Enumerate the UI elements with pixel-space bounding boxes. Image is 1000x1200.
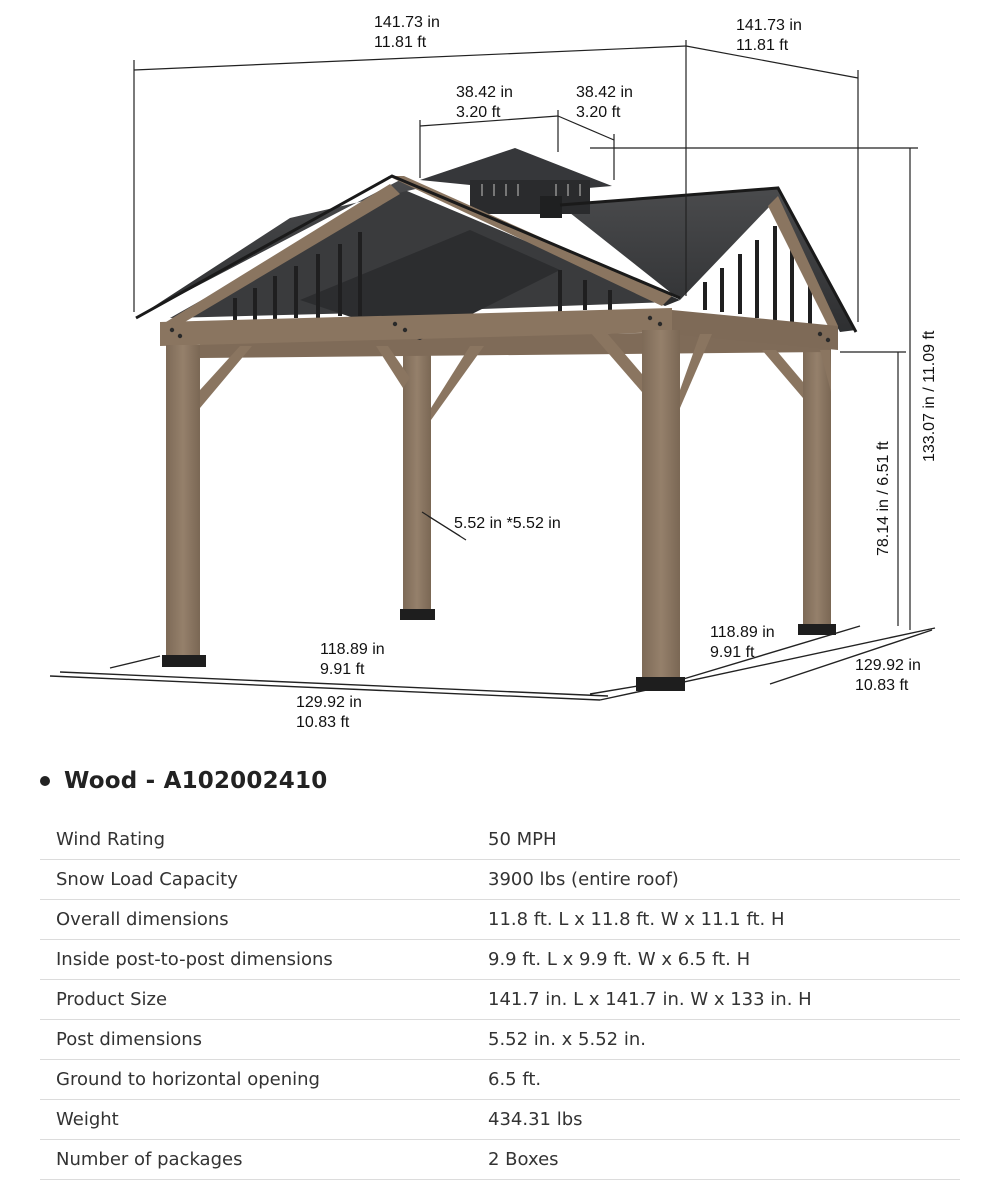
label-vent-left-ft: 3.20 ft bbox=[456, 104, 501, 121]
table-row bbox=[40, 1100, 960, 1140]
post-back-left bbox=[403, 345, 431, 613]
table-row bbox=[40, 820, 960, 860]
row-value: 11.8 ft. L x 11.8 ft. W x 11.1 ft. H bbox=[488, 909, 785, 930]
label-outer-front-in: 129.92 in bbox=[296, 694, 362, 711]
label-top-width-right-ft: 11.81 ft bbox=[736, 37, 789, 54]
row-value: 9.9 ft. L x 9.9 ft. W x 6.5 ft. H bbox=[488, 949, 751, 970]
label-vent-left-in: 38.42 in bbox=[456, 84, 513, 101]
post-base-front-right bbox=[636, 677, 685, 691]
row-label: Post dimensions bbox=[56, 1029, 203, 1050]
label-top-width-left-in: 141.73 in bbox=[374, 14, 440, 31]
label-total-height: 133.07 in / 11.09 ft bbox=[921, 330, 938, 462]
row-label: Number of packages bbox=[56, 1149, 243, 1170]
label-inner-side-in: 118.89 in bbox=[710, 624, 775, 641]
label-top-width-left-ft: 11.81 ft bbox=[374, 34, 427, 51]
row-value: 3900 lbs (entire roof) bbox=[488, 869, 679, 890]
bullet-icon bbox=[40, 776, 50, 786]
row-value: 2 Boxes bbox=[488, 1149, 559, 1170]
label-opening-height: 78.14 in / 6.51 ft bbox=[875, 441, 892, 556]
label-outer-side-ft: 10.83 ft bbox=[855, 677, 909, 694]
label-vent-right-in: 38.42 in bbox=[576, 84, 633, 101]
label-inner-front-ft: 9.91 ft bbox=[320, 661, 365, 678]
row-label: Snow Load Capacity bbox=[56, 869, 238, 890]
table-row bbox=[40, 900, 960, 940]
row-value: 50 MPH bbox=[488, 829, 557, 850]
row-label: Inside post-to-post dimensions bbox=[56, 949, 333, 970]
vent-cupola bbox=[420, 148, 612, 218]
row-label: Overall dimensions bbox=[56, 909, 229, 930]
row-label: Product Size bbox=[56, 989, 168, 1010]
row-value: 6.5 ft. bbox=[488, 1069, 542, 1090]
label-vent-right-ft: 3.20 ft bbox=[576, 104, 621, 121]
label-top-width-right-in: 141.73 in bbox=[736, 17, 802, 34]
row-value: 141.7 in. L x 141.7 in. W x 133 in. H bbox=[488, 989, 812, 1010]
label-post-size: 5.52 in *5.52 in bbox=[454, 515, 561, 532]
post-back-right bbox=[803, 345, 831, 627]
gable-trim-right bbox=[768, 196, 838, 330]
post-front-right bbox=[642, 330, 680, 680]
label-inner-front-in: 118.89 in bbox=[320, 641, 385, 658]
post-front-left bbox=[166, 345, 200, 658]
row-value: 434.31 lbs bbox=[488, 1109, 583, 1130]
spec-table bbox=[40, 820, 960, 1180]
table-row bbox=[40, 1140, 960, 1180]
spec-heading-text: Wood - A102002410 bbox=[64, 768, 328, 794]
label-outer-front-ft: 10.83 ft bbox=[296, 714, 350, 731]
table-row bbox=[40, 1020, 960, 1060]
table-row bbox=[40, 1060, 960, 1100]
post-base-back-left bbox=[400, 609, 435, 620]
label-outer-side-in: 129.92 in bbox=[855, 657, 921, 674]
table-row bbox=[40, 980, 960, 1020]
row-value: 5.52 in. x 5.52 in. bbox=[488, 1029, 646, 1050]
label-inner-side-ft: 9.91 ft bbox=[710, 644, 755, 661]
spec-section bbox=[0, 740, 1000, 1200]
spec-heading bbox=[40, 768, 327, 794]
row-label: Wind Rating bbox=[56, 829, 165, 850]
post-base-back-right bbox=[798, 624, 836, 635]
table-row bbox=[40, 860, 960, 900]
table-row bbox=[40, 940, 960, 980]
row-label: Weight bbox=[56, 1109, 119, 1130]
post-base-front-left bbox=[162, 655, 206, 667]
row-label: Ground to horizontal opening bbox=[56, 1069, 320, 1090]
